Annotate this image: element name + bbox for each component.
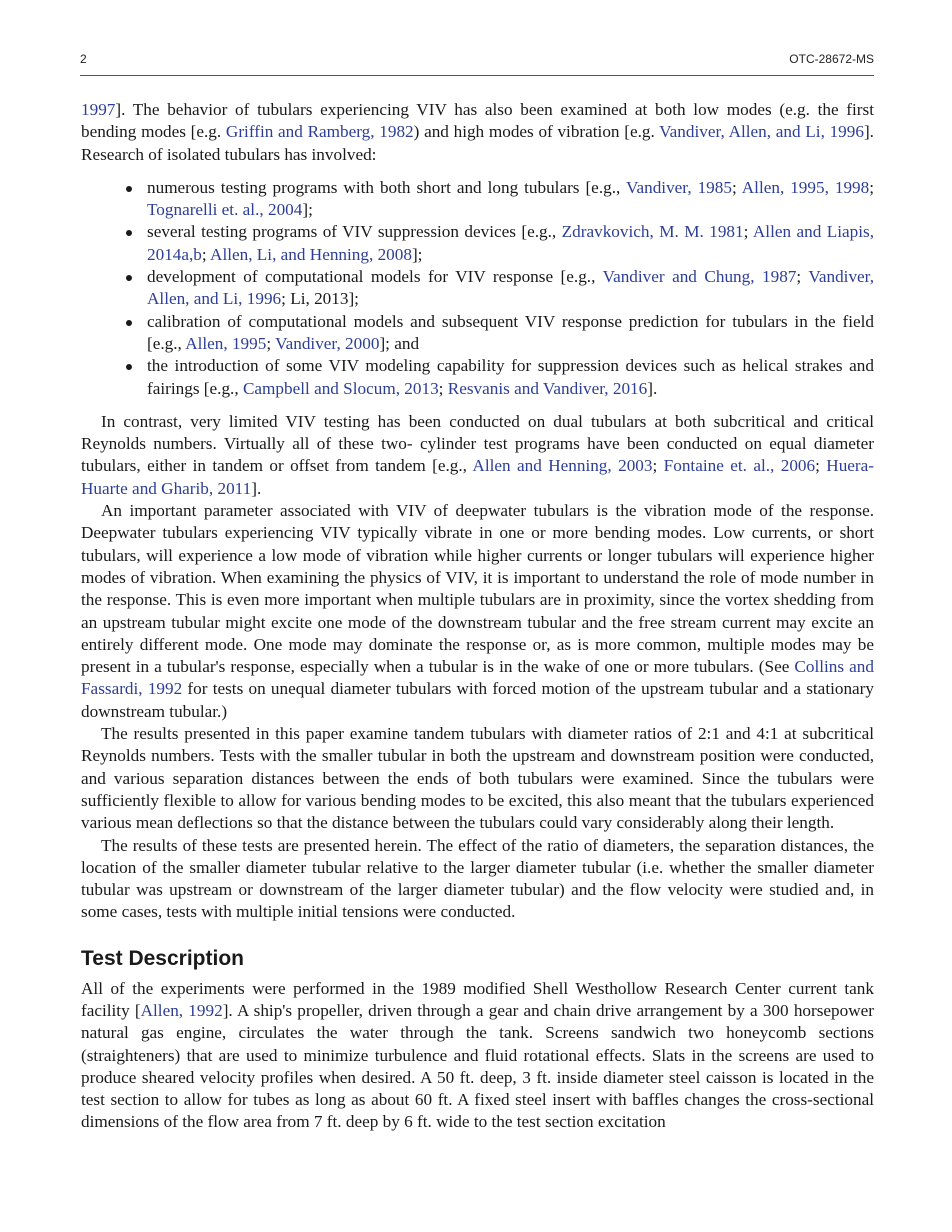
list-item: calibration of computational models and subsequent VIV response prediction for tubulars in the field [e.g., Allen, 1995; Vandiver, 2000]; and	[81, 311, 874, 356]
test-description-paragraph: All of the experiments were performed in the 1989 modified Shell Westhollow Research Center current tank facility [Allen, 1992]. A ship's propeller, driven through a gear and chain drive arrangement by a 300 horsepower natural gas engine, circulates the water through the tank. Screens sandwich two honeycomb sections (straighteners) that are used to minimize turbulence and fluid rotational effects. Slats in the screens are used to produce sheared velocity profiles when desired. A 50 ft. deep, 3 ft. inside diameter steel caisson is located in the test section to allow for tubes as long as about 60 ft. A fixed steel insert with baffles changes the cross-sectional dimensions of the flow area from 7 ft. deep by 6 ft. wide to the test section excitation	[81, 978, 875, 1132]
citation-link[interactable]: Griffin and Ramberg, 1982	[225, 122, 414, 142]
results-paragraph-2: The results of these tests are presented herein. The effect of the ratio of diameters, the separation distances, the location of the smaller diameter tubular relative to the larger diameter tubular (i.e. whether the smaller diameter tubular was upstream or downstream of the larger diameter tubular) and the flow velocity were studied and, in some cases, tests with multiple initial tensions were conducted.	[81, 835, 874, 922]
list-item: development of computational models for VIV response [e.g., Vandiver and Chung, 1987; Vandiver, Allen, and Li, 1996; Li, 2013];	[81, 266, 874, 311]
citation-link[interactable]: Resvanis and Vandiver, 2016	[447, 378, 648, 398]
citation-link[interactable]: Tognarelli et. al., 2004	[147, 200, 303, 220]
citation-link[interactable]: Vandiver, 2000	[275, 333, 380, 353]
citation-link[interactable]: Fontaine et. al., 2006	[663, 456, 816, 476]
intro-paragraph: 1997]. The behavior of tubulars experiencing VIV has also been examined at both low modes (e.g. the first bending modes [e.g. Griffin and Ramberg, 1982) and high modes of vibration [e.g. Vandiver, Allen, and Li, 1996]. Research of isolated tubulars has involved:	[81, 100, 874, 164]
list-item: the introduction of some VIV modeling capability for suppression devices such as helical strakes and fairings [e.g., Campbell and Slocum, 2013; Resvanis and Vandiver, 2016].	[81, 355, 874, 400]
citation-link[interactable]: Vandiver, Allen, and Li, 1996	[659, 122, 864, 142]
bullet-icon	[126, 186, 132, 192]
citation-link[interactable]: Allen, 1995	[185, 333, 267, 353]
results-paragraph: The results presented in this paper examine tandem tubulars with diameter ratios of 2:1 and 4:1 at subcritical Reynolds numbers. Tests with the smaller tubular in both the upstream and downstream position were conducted, and various separation distances between the ends of both tubulars were examined. Since the tubulars were sufficiently flexible to allow for various bending modes to be excited, this also meant that the tubulars experienced various mean deflections so that the distance between the tubulars could vary considerably along their length.	[81, 724, 874, 833]
header-rule	[80, 75, 874, 76]
citation-link[interactable]: Collins and Fassardi, 1992	[81, 657, 874, 699]
citation-link[interactable]: Allen, 1992	[140, 1000, 223, 1020]
list-item: numerous testing programs with both short and long tubulars [e.g., Vandiver, 1985; Allen, 1995, 1998; Tognarelli et. al., 2004];	[81, 177, 874, 222]
citation-link[interactable]: Zdravkovich, M. M. 1981	[561, 222, 744, 242]
citation-link[interactable]: Allen and Henning, 2003	[472, 456, 653, 476]
research-list	[81, 177, 874, 400]
body-text	[81, 99, 874, 1134]
page-number: 2	[80, 52, 87, 66]
citation-link[interactable]: Allen and Liapis, 2014a,b	[147, 222, 874, 264]
section-heading: Test Description	[81, 946, 244, 970]
mode-paragraph: An important parameter associated with VIV of deepwater tubulars is the vibration mode of the response. Deepwater tubulars experiencing VIV typically vibrate in one or more bending modes. Low currents, or short tubulars, will experience a low mode of vibration while higher currents or longer tubulars will experience higher modes of vibration. When examining the physics of VIV, it is important to understand the role of mode number in the response. This is even more important when multiple tubulars are in proximity, since the vortex shedding from an upstream tubular might excite one mode of the downstream tubular and the free stream current may excite an entirely different mode. One mode may dominate the response or, as is more common, multiple modes may be present in a tubular's response, especially when a tubular is in the wake of one or more tubulars. (See Collins and Fassardi, 1992 for tests on unequal diameter tubulars with forced motion of the upstream tubular and a stationary downstream tubular.)	[81, 501, 874, 721]
citation-link[interactable]: Vandiver, Allen, and Li, 1996	[147, 267, 874, 309]
citation-link[interactable]: Huera-Huarte and Gharib, 2011	[81, 456, 875, 498]
document-id: OTC-28672-MS	[789, 52, 874, 66]
page-header	[80, 52, 874, 68]
bullet-icon	[126, 230, 132, 236]
bullet-icon	[126, 364, 132, 370]
citation-link[interactable]: Vandiver, 1985	[625, 177, 732, 197]
list-item: several testing programs of VIV suppression devices [e.g., Zdravkovich, M. M. 1981; Allen and Liapis, 2014a,b; Allen, Li, and Henning, 2008];	[81, 221, 874, 266]
bullet-icon	[126, 275, 132, 281]
bullet-icon	[126, 320, 132, 326]
citation-link[interactable]: Campbell and Slocum, 2013	[242, 378, 439, 398]
citation-link[interactable]: Allen, 1995, 1998	[741, 177, 870, 197]
citation-link[interactable]: Allen, Li, and Henning, 2008	[210, 244, 412, 264]
citation-link[interactable]: Vandiver and Chung, 1987	[602, 267, 797, 287]
contrast-paragraph: In contrast, very limited VIV testing has been conducted on dual tubulars at both subcritical and critical Reynolds numbers. Virtually all of these two- cylinder test programs have been conducted on equal diameter tubulars, either in tandem or offset from tandem [e.g., Allen and Henning, 2003; Fontaine et. al., 2006; Huera-Huarte and Gharib, 2011].	[81, 411, 875, 498]
citation-link[interactable]: 1997	[81, 100, 116, 119]
